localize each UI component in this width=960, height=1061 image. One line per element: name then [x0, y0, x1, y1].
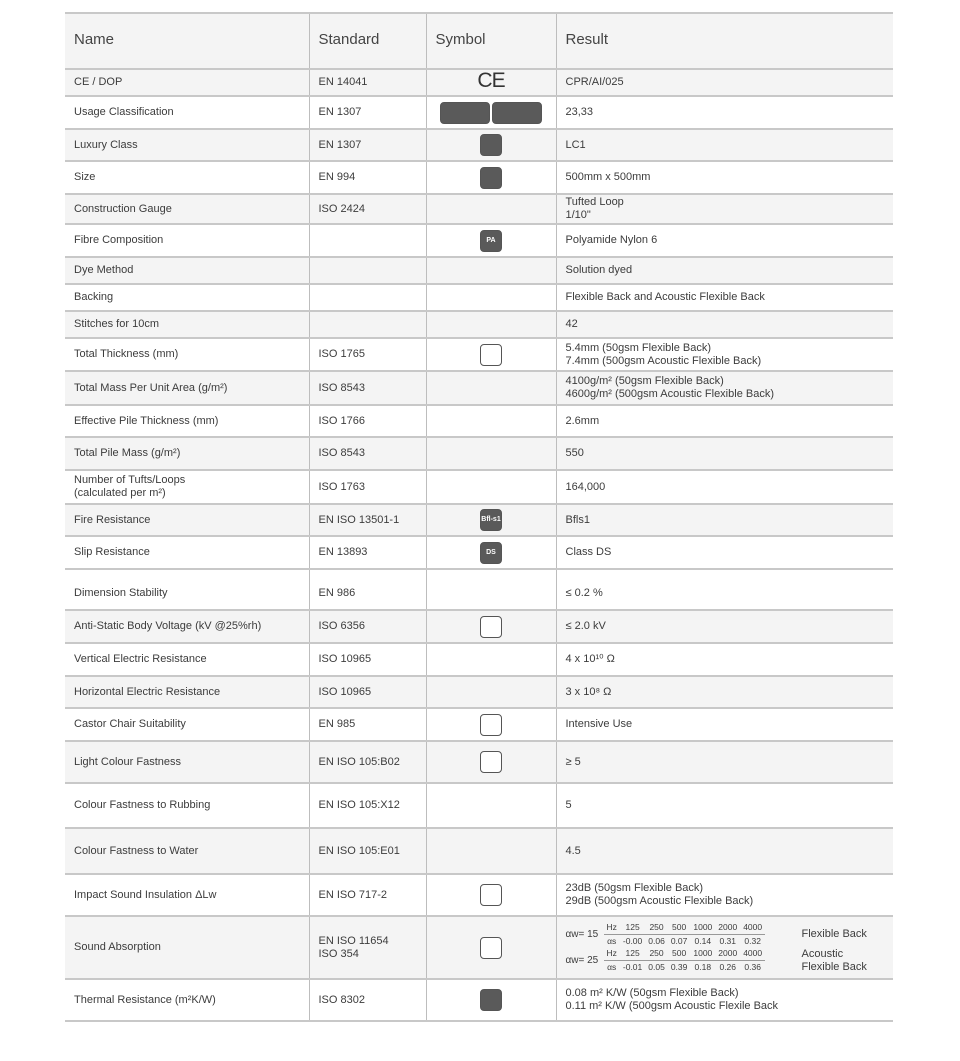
cell-line: Fibre Composition [74, 234, 164, 246]
row-name [65, 610, 309, 643]
row-name [65, 708, 309, 741]
row-result [556, 161, 893, 194]
cell-line: 500mm x 500mm [565, 171, 651, 183]
row-name [65, 257, 309, 284]
cell-line: Total Pile Mass (g/m²) [74, 447, 181, 459]
sa-value: 0.05 [648, 962, 665, 972]
row-name [65, 194, 309, 224]
row-standard [309, 338, 426, 371]
table-row [65, 161, 893, 194]
sa-value: 0.26 [719, 962, 737, 972]
cell-line: 3 x 10⁸ Ω [565, 685, 612, 698]
row-name [65, 96, 309, 129]
cell-line: Size [74, 171, 96, 183]
cell-line: Effective Pile Thickness (mm) [74, 414, 219, 427]
antistatic-icon [480, 616, 502, 638]
cell-line-2: 1/10" [565, 209, 591, 221]
row-result [556, 69, 893, 96]
row-standard [309, 129, 426, 161]
sa-value: 2000 [715, 947, 740, 961]
cell-line: 550 [565, 447, 584, 459]
impact-sound-icon [480, 884, 502, 906]
table-row [65, 129, 893, 161]
table-row [65, 708, 893, 741]
table-row [65, 536, 893, 569]
cell-line: ISO 8543 [318, 381, 365, 394]
row-standard [309, 405, 426, 437]
sa-value: 4000 [740, 947, 765, 961]
sa-value: 250 [645, 947, 668, 961]
row-symbol [426, 708, 556, 741]
header-standard: Standard [309, 13, 426, 69]
cell-line: Fire Resistance [74, 513, 151, 526]
sa-value: -0.00 [622, 936, 643, 946]
cell-line: Solution dyed [565, 264, 633, 276]
row-result [556, 194, 893, 224]
cell-line: ISO 1766 [318, 414, 365, 427]
row-standard [309, 470, 426, 504]
cell-line: Colour Fastness to Water [74, 844, 199, 857]
table-row [65, 470, 893, 504]
cell-line: CE / DOP [74, 76, 123, 88]
sa-value: -0.01 [622, 962, 643, 972]
cell-line: Vertical Electric Resistance [74, 653, 207, 665]
row-standard [309, 224, 426, 257]
cell-line: Castor Chair Suitability [74, 718, 186, 730]
row-standard [309, 643, 426, 676]
sa-value: 0.39 [670, 962, 688, 972]
table-row [65, 610, 893, 643]
table-row-sound [65, 916, 893, 979]
cell-line: ISO 2424 [318, 202, 365, 215]
table-row [65, 676, 893, 708]
row-standard [309, 874, 426, 916]
cell-line-2: 4600g/m² (500gsm Acoustic Flexible Back) [565, 388, 774, 400]
row-symbol [426, 69, 556, 96]
table-row [65, 371, 893, 405]
sa-value: 1000 [690, 947, 715, 961]
row-name [65, 224, 309, 257]
cell-line: Luxury Class [74, 138, 138, 151]
table-row-thermal [65, 979, 893, 1021]
sa-value: 2000 [715, 921, 740, 935]
row-result [556, 284, 893, 311]
row-result [556, 437, 893, 470]
row-result [556, 874, 893, 916]
table-row [65, 828, 893, 874]
cell-line: EN 994 [318, 171, 356, 183]
sa-weighted: αw= 25 [565, 955, 599, 966]
row-name [65, 161, 309, 194]
row-symbol [426, 257, 556, 284]
sa-flexible [566, 922, 802, 948]
row-result [556, 610, 893, 643]
cell-line: 5.4mm (50gsm Flexible Back) [565, 341, 711, 354]
row-standard [309, 578, 426, 610]
cell-line: Construction Gauge [74, 202, 172, 215]
usage-class-home-icon [440, 102, 490, 124]
row-name [65, 405, 309, 437]
sa-value: 125 [620, 921, 645, 935]
sa-value: 250 [645, 921, 668, 935]
cell-line: EN ISO 717-2 [318, 888, 387, 901]
row-result [556, 257, 893, 284]
row-name [65, 874, 309, 916]
row-result [556, 311, 893, 338]
row-symbol [426, 405, 556, 437]
cell-line: CPR/AI/025 [565, 76, 624, 88]
row-symbol [426, 578, 556, 610]
row-standard: EN ISO 11654 ISO 354 [309, 916, 426, 979]
cell-line: EN ISO 105:B02 [318, 755, 400, 768]
cell-line: EN ISO 105:E01 [318, 844, 400, 857]
row-standard [309, 828, 426, 874]
row-result [556, 338, 893, 371]
cell-line: ≤ 0.2 % [565, 587, 603, 599]
spec-rows [65, 69, 893, 1021]
row-result [556, 536, 893, 569]
row-name [65, 470, 309, 504]
row-name [65, 828, 309, 874]
row-result [556, 504, 893, 536]
row-name [65, 676, 309, 708]
cell-line: ISO 1763 [318, 480, 365, 493]
cell-line: Total Thickness (mm) [74, 348, 179, 360]
row-symbol [426, 783, 556, 828]
row-symbol [426, 916, 556, 979]
cell-line: 4100g/m² (50gsm Flexible Back) [565, 375, 724, 387]
row-symbol [426, 129, 556, 161]
row-result [556, 676, 893, 708]
table-row [65, 96, 893, 129]
cell-line: Impact Sound Insulation ΔLw [74, 888, 217, 901]
cell-line: Light Colour Fastness [74, 755, 181, 768]
row-result [556, 578, 893, 610]
cell-line: Total Mass Per Unit Area (g/m²) [74, 381, 228, 394]
row-symbol [426, 676, 556, 708]
usage-class-office-icon [492, 102, 542, 124]
cell-line-2: 7.4mm (500gsm Acoustic Flexible Back) [565, 354, 762, 367]
row-symbol [426, 284, 556, 311]
cell-line: 164,000 [565, 480, 606, 493]
cell-line: 42 [565, 318, 578, 330]
cell-line: LC1 [565, 138, 586, 151]
row-name: Thermal Resistance (m²K/W) [65, 979, 309, 1021]
cell-line-2: (calculated per m²) [74, 487, 166, 499]
row-standard [309, 783, 426, 828]
fire-icon: Bfl-s1 [480, 509, 502, 531]
table-row [65, 194, 893, 224]
row-name [65, 69, 309, 96]
row-result [556, 224, 893, 257]
cell-line: Dye Method [74, 264, 134, 276]
cell-line: Bfls1 [565, 513, 590, 526]
header-name: Name [65, 13, 309, 69]
row-symbol [426, 874, 556, 916]
cell-line: EN ISO 13501-1 [318, 513, 400, 526]
row-result [556, 96, 893, 129]
table-row [65, 224, 893, 257]
header-result: Result [556, 13, 893, 69]
cell-line: Stitches for 10cm [74, 318, 159, 330]
cell-line: Intensive Use [565, 718, 633, 730]
cell-line: EN 985 [318, 718, 356, 730]
sa-hz-label: Hz [604, 947, 620, 961]
row-symbol [426, 371, 556, 405]
luxury-class-icon [480, 134, 502, 156]
sa-value: 0.07 [670, 936, 688, 946]
sa-value: 0.36 [744, 962, 761, 972]
cell-line: EN 986 [318, 587, 356, 599]
cell-line: ISO 10965 [318, 653, 372, 665]
row-result: αw= 15 Hz 125 250 500 1000 2000 4000 αs -0.00 0.06 0.07 0.14 0.31 0.32 αw= 25 Hz 125 250 500 1000 2000 4000 αs -0.01 0.05 0.39 0.18 0.26 0.36 Flexible Back Acoustic Flexible Back [556, 916, 893, 979]
cell-line: EN 14041 [318, 76, 368, 88]
cell-line: EN 1307 [318, 138, 362, 151]
cell-line: ≤ 2.0 kV [565, 620, 606, 632]
row-symbol [426, 979, 556, 1021]
row-name [65, 129, 309, 161]
table-row [65, 578, 893, 610]
table-row [65, 874, 893, 916]
size-icon [480, 167, 502, 189]
cell-line: ≥ 5 [565, 755, 581, 768]
row-name: Sound Absorption [65, 916, 309, 979]
row-result [556, 783, 893, 828]
row-name [65, 643, 309, 676]
table-row [65, 284, 893, 311]
cell-line: Class DS [565, 546, 612, 558]
sa-value: 0.06 [648, 936, 665, 946]
row-standard [309, 504, 426, 536]
sa-value: 0.14 [694, 936, 712, 946]
sa-value: 0.18 [694, 962, 712, 972]
row-result [556, 470, 893, 504]
row-standard [309, 194, 426, 224]
table-row [65, 437, 893, 470]
cell-line: 23,33 [565, 106, 594, 118]
sa-acoustic [566, 948, 802, 974]
row-symbol [426, 643, 556, 676]
ce-mark-icon: CE [477, 69, 505, 92]
row-result [556, 129, 893, 161]
cell-line: EN ISO 105:X12 [318, 799, 400, 811]
row-name [65, 741, 309, 783]
cell-line: Dimension Stability [74, 587, 168, 599]
row-symbol [426, 224, 556, 257]
sa-weighted: αw= 15 [565, 929, 599, 940]
sa-freq-table [604, 947, 766, 974]
spec-table [65, 12, 893, 1022]
cell-line: Usage Classification [74, 106, 174, 118]
cell-line: 5 [565, 799, 572, 811]
row-standard: ISO 8302 [309, 979, 426, 1021]
row-name [65, 504, 309, 536]
row-standard [309, 437, 426, 470]
row-name [65, 338, 309, 371]
row-symbol [426, 311, 556, 338]
cell-line: 4.5 [565, 844, 581, 857]
table-row [65, 504, 893, 536]
sa-value: 500 [668, 947, 691, 961]
sa-value: 4000 [740, 921, 765, 935]
thickness-icon [480, 344, 502, 366]
row-standard [309, 371, 426, 405]
row-symbol [426, 161, 556, 194]
row-standard [309, 610, 426, 643]
row-name [65, 536, 309, 569]
sa-hz-label: Hz [604, 921, 620, 935]
sa-value: 0.31 [719, 936, 737, 946]
cell-line: 2.6mm [565, 414, 600, 427]
row-symbol [426, 828, 556, 874]
row-name [65, 437, 309, 470]
cell-line: Flexible Back and Acoustic Flexible Back [565, 291, 765, 303]
slip-icon: DS [480, 542, 502, 564]
row-symbol [426, 194, 556, 224]
table-row [65, 643, 893, 676]
table-header-row [65, 13, 893, 69]
row-standard [309, 311, 426, 338]
cell-line: ISO 1765 [318, 348, 365, 360]
row-name [65, 578, 309, 610]
thermal-icon [480, 989, 502, 1011]
sa-value: 0.32 [744, 936, 761, 946]
cell-line: Slip Resistance [74, 546, 150, 558]
row-result [556, 828, 893, 874]
light-fastness-icon [480, 751, 502, 773]
cell-line: Colour Fastness to Rubbing [74, 799, 211, 811]
sa-as-label: αs [607, 936, 617, 946]
row-result [556, 741, 893, 783]
cell-line: Polyamide Nylon 6 [565, 234, 658, 246]
row-standard [309, 536, 426, 569]
row-result: 0.08 m² K/W (50gsm Flexible Back) 0.11 m² K/W (500gsm Acoustic Flexile Back [556, 979, 893, 1021]
table-row [65, 311, 893, 338]
row-standard [309, 284, 426, 311]
cell-line-2: 29dB (500gsm Acoustic Flexible Back) [565, 895, 754, 907]
row-name [65, 783, 309, 828]
cell-line: Anti-Static Body Voltage (kV @25%rh) [74, 620, 262, 632]
polyamide-icon: PA [480, 230, 502, 252]
sa-as-label: αs [607, 962, 617, 972]
sa-value: 1000 [690, 921, 715, 935]
castor-chair-icon [480, 714, 502, 736]
row-standard [309, 161, 426, 194]
row-symbol [426, 741, 556, 783]
row-result [556, 405, 893, 437]
table-row [65, 405, 893, 437]
cell-line: ISO 6356 [318, 620, 365, 632]
sa-freq-table [604, 921, 766, 948]
header-symbol: Symbol [426, 13, 556, 69]
sa-value: 125 [620, 947, 645, 961]
section-gap [65, 569, 893, 578]
row-symbol [426, 96, 556, 129]
row-name [65, 371, 309, 405]
table-row [65, 783, 893, 828]
row-standard [309, 96, 426, 129]
cell-line: Horizontal Electric Resistance [74, 685, 221, 698]
table-row [65, 257, 893, 284]
cell-line: Tufted Loop [565, 196, 624, 208]
row-symbol [426, 437, 556, 470]
cell-line: 4 x 10¹⁰ Ω [565, 653, 615, 665]
table-row [65, 338, 893, 371]
sound-absorption-icon [480, 937, 502, 959]
sa-value: 500 [668, 921, 691, 935]
cell-line: ISO 8543 [318, 447, 365, 459]
cell-line: Backing [74, 291, 114, 303]
cell-line: 23dB (50gsm Flexible Back) [565, 882, 704, 894]
row-standard [309, 69, 426, 96]
row-symbol [426, 610, 556, 643]
row-standard [309, 708, 426, 741]
table-row [65, 741, 893, 783]
row-symbol [426, 536, 556, 569]
row-standard [309, 257, 426, 284]
cell-line: EN 1307 [318, 106, 362, 118]
row-result [556, 708, 893, 741]
row-standard [309, 676, 426, 708]
row-symbol [426, 470, 556, 504]
row-result [556, 371, 893, 405]
table-row [65, 69, 893, 96]
row-result [556, 643, 893, 676]
cell-line: EN 13893 [318, 546, 368, 558]
row-standard [309, 741, 426, 783]
row-symbol [426, 504, 556, 536]
row-name [65, 284, 309, 311]
row-name [65, 311, 309, 338]
cell-line: ISO 10965 [318, 685, 372, 698]
cell-line: Number of Tufts/Loops [74, 474, 186, 486]
row-symbol [426, 338, 556, 371]
